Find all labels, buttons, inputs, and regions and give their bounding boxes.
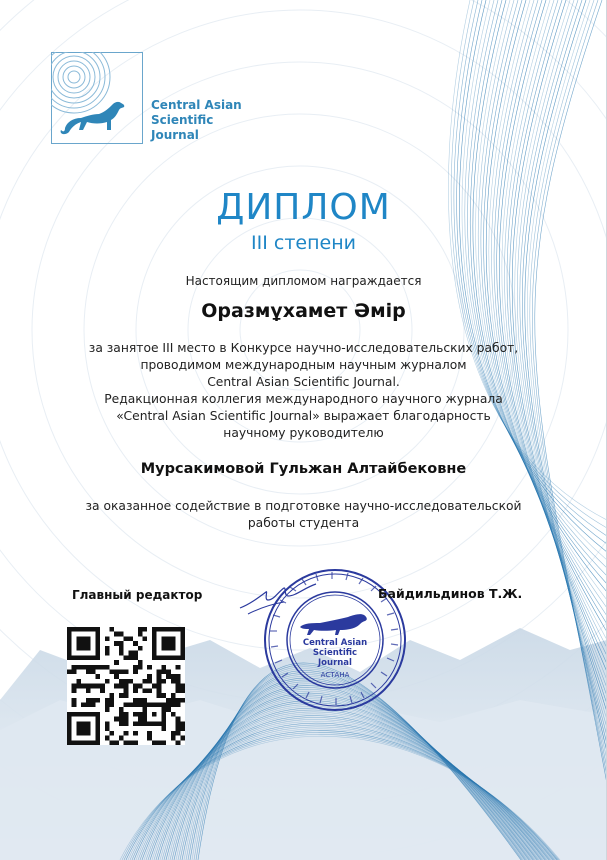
awarded-line: Настоящим дипломом награждается bbox=[185, 274, 422, 288]
recipient-name: Оразмұхамет Әмір bbox=[201, 300, 406, 322]
journal-name-line: Journal bbox=[151, 128, 199, 142]
stamp-journal-line: Scientific bbox=[312, 648, 358, 658]
qr-code[interactable] bbox=[67, 627, 185, 745]
diploma-degree: III степени bbox=[251, 232, 356, 254]
thanks-text bbox=[40, 498, 567, 532]
supervisor-name: Мурсакимовой Гульжан Алтайбековне bbox=[140, 461, 467, 477]
thanks-line: работы студента bbox=[247, 516, 360, 530]
journal-name-line: Scientific bbox=[151, 113, 214, 127]
description-line: «Central Asian Scientific Journal» выражает благодарность bbox=[116, 409, 491, 423]
description-line: научному руководителю bbox=[223, 426, 384, 440]
editor-label: Главный редактор bbox=[72, 588, 203, 602]
description-line: Central Asian Scientific Journal. bbox=[207, 375, 400, 389]
description-line: Редакционная коллегия международного научного журнала bbox=[104, 392, 503, 406]
snow-leopard-icon bbox=[61, 102, 125, 134]
journal-name bbox=[151, 98, 242, 143]
journal-name-line: Central Asian bbox=[151, 98, 242, 112]
stamp-journal-line: Journal bbox=[318, 658, 352, 668]
journal-logo bbox=[51, 52, 143, 144]
thanks-line: за оказанное содействие в подготовке научно-исследовательской bbox=[85, 499, 522, 513]
editor-name: Байдильдинов Т.Ж. bbox=[378, 586, 523, 601]
stamp-city: АСТАНА bbox=[320, 671, 350, 679]
description-line: проводимом международным научным журналом bbox=[140, 358, 467, 372]
stamp-journal-line: Central Asian bbox=[302, 638, 368, 648]
award-description bbox=[40, 340, 567, 442]
diploma-title: ДИПЛОМ bbox=[216, 187, 391, 228]
description-line: за занятое III место в Конкурсе научно-исследовательских работ, bbox=[88, 341, 519, 355]
handwritten-signature bbox=[238, 578, 318, 618]
